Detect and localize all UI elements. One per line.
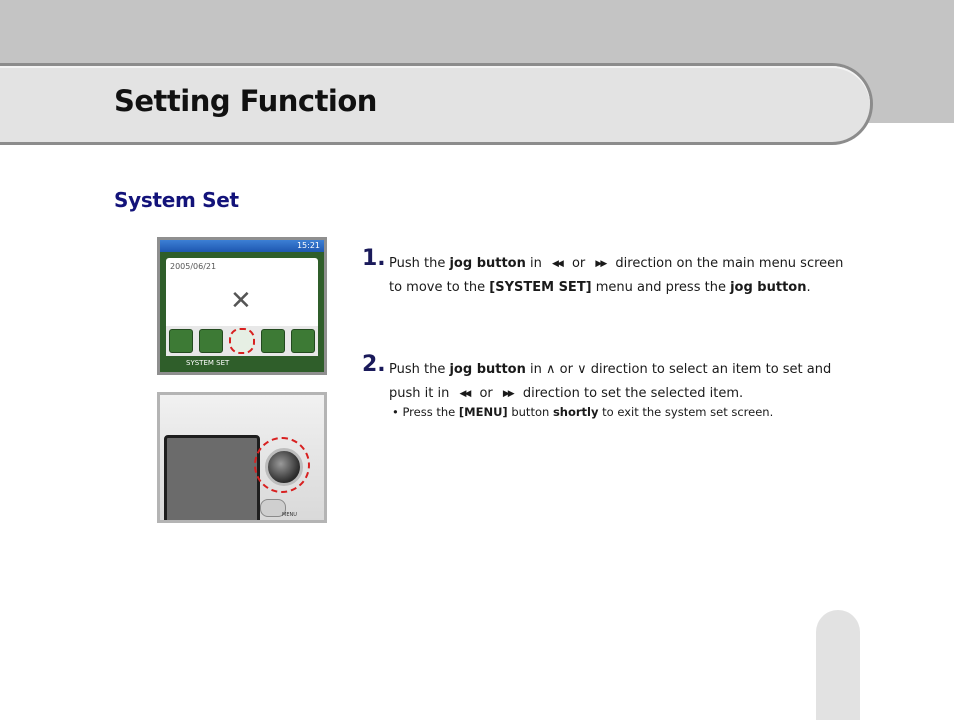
step-number: 2. bbox=[362, 352, 386, 377]
photo-menu-icon bbox=[169, 329, 193, 353]
step-number: 1. bbox=[362, 246, 386, 271]
step-2-note bbox=[392, 405, 773, 419]
system-set-menu-icon bbox=[229, 328, 255, 354]
text: in bbox=[525, 256, 546, 271]
jog-button-term: jog button bbox=[730, 280, 807, 295]
system-set-screenshot bbox=[157, 237, 327, 375]
jog-button-term: jog button bbox=[449, 256, 526, 271]
shortly-term: shortly bbox=[552, 405, 599, 419]
menu-label-bar bbox=[166, 358, 318, 368]
text: direction to set the selected item. bbox=[518, 386, 744, 401]
device-body bbox=[160, 395, 324, 520]
status-bar bbox=[160, 240, 324, 252]
player-label: Portable Multimedia Player bbox=[223, 262, 316, 269]
date-label: 2005/06/21 bbox=[170, 262, 217, 271]
section-title: System Set bbox=[114, 188, 239, 212]
clock: 15:21 bbox=[296, 241, 320, 250]
bullet: • bbox=[392, 405, 399, 419]
menu-label: SYSTEM SET bbox=[186, 359, 230, 367]
jog-button-term: jog button bbox=[449, 362, 526, 377]
text: or bbox=[567, 256, 590, 271]
device-lcd bbox=[164, 435, 260, 520]
text: to exit the system set screen. bbox=[598, 405, 774, 419]
step-text bbox=[389, 358, 851, 406]
text: Push the bbox=[389, 362, 450, 377]
menu-term: [MENU] bbox=[458, 405, 508, 419]
fast-forward-icon: ▶▶ bbox=[502, 389, 513, 399]
fast-forward-icon: ▶▶ bbox=[595, 259, 606, 269]
text: Push the bbox=[389, 256, 450, 271]
rewind-icon: ◀◀ bbox=[459, 389, 470, 399]
system-set-term: [SYSTEM SET] bbox=[489, 280, 592, 295]
page-title: Setting Function bbox=[114, 84, 377, 118]
text: button bbox=[507, 405, 553, 419]
step-text bbox=[389, 252, 851, 300]
menu-icon-row bbox=[166, 326, 318, 356]
clock-menu-icon bbox=[261, 329, 285, 353]
text: in ∧ or ∨ direction to select an item to set and push it in bbox=[389, 362, 832, 401]
jog-button-photo bbox=[157, 392, 327, 523]
camera-menu-icon bbox=[291, 329, 315, 353]
device-screen bbox=[160, 240, 324, 372]
rewind-icon: ◀◀ bbox=[552, 259, 562, 269]
video-menu-icon bbox=[199, 329, 223, 353]
text: or bbox=[475, 386, 497, 401]
text: Press the bbox=[398, 405, 459, 419]
menu-hardware-label: MENU bbox=[282, 512, 297, 518]
tools-icon: ✕ bbox=[230, 286, 252, 316]
text: direction on the main menu screen to move to the bbox=[389, 256, 844, 295]
jog-button-icon bbox=[265, 448, 303, 486]
text: menu and press the bbox=[591, 280, 731, 295]
text: . bbox=[806, 280, 811, 295]
page-side-tab bbox=[816, 610, 860, 720]
